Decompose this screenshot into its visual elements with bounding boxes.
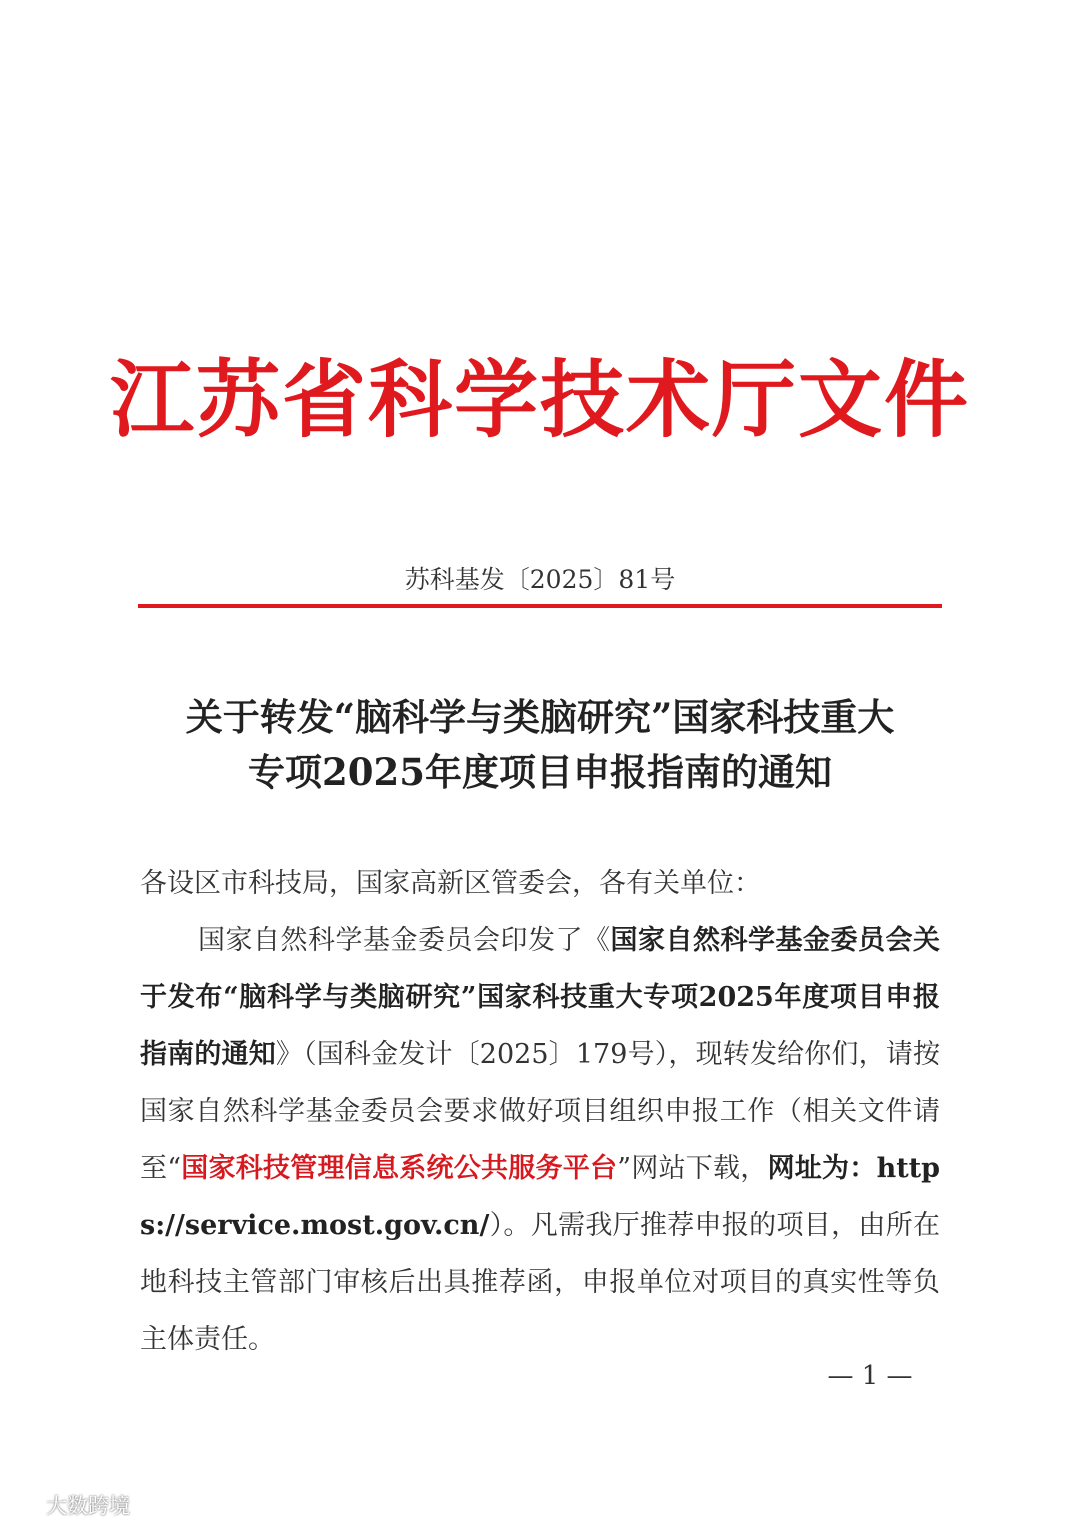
page-number: — 1 — [827, 1361, 913, 1391]
p1-after-platform: ”网站下载， [617, 1153, 768, 1184]
referenced-document-title: 国家自然科学基金委员会关于发布“脑科学与类脑研究”国家科技重大专项2025年度项目申报指南的通知 [140, 925, 940, 1070]
p1-after-title: 》（国科金发计〔2025〕179号），现转发给你们，请按国家自然科学基金委员会要求做好项目组织申报工作（相关文件请至“ [140, 1039, 941, 1184]
watermark [8, 1490, 130, 1520]
watermark-text: 大数跨境 [46, 1494, 130, 1518]
platform-name-link[interactable]: 国家科技管理信息系统公共服务平台 [181, 1153, 618, 1184]
document-number: 苏科基发〔2025〕81号 [404, 565, 676, 594]
title-line-1: 关于转发“脑科学与类脑研究”国家科技重大 [185, 695, 895, 739]
url-label: 网址为： [767, 1153, 877, 1184]
service-url-link[interactable]: https://service.most.gov.cn/ [140, 1153, 941, 1241]
notice-title [120, 690, 960, 800]
body-paragraph [140, 912, 940, 1368]
red-divider-line [138, 604, 942, 608]
p1-end: ）。凡需我厅推荐申报的项目，由所在地科技主管部门审核后出具推荐函，申报单位对项目的真实性等负主体责任。 [140, 1210, 940, 1355]
title-line-2: 专项2025年度项目申报指南的通知 [248, 750, 832, 794]
issuer-header: 江苏省科学技术厅文件 [109, 351, 970, 449]
wechat-logo-icon [8, 1493, 42, 1517]
addressee: 各设区市科技局，国家高新区管委会，各有关单位： [140, 868, 761, 899]
p1-intro: 国家自然科学基金委员会印发了《 [198, 925, 611, 956]
